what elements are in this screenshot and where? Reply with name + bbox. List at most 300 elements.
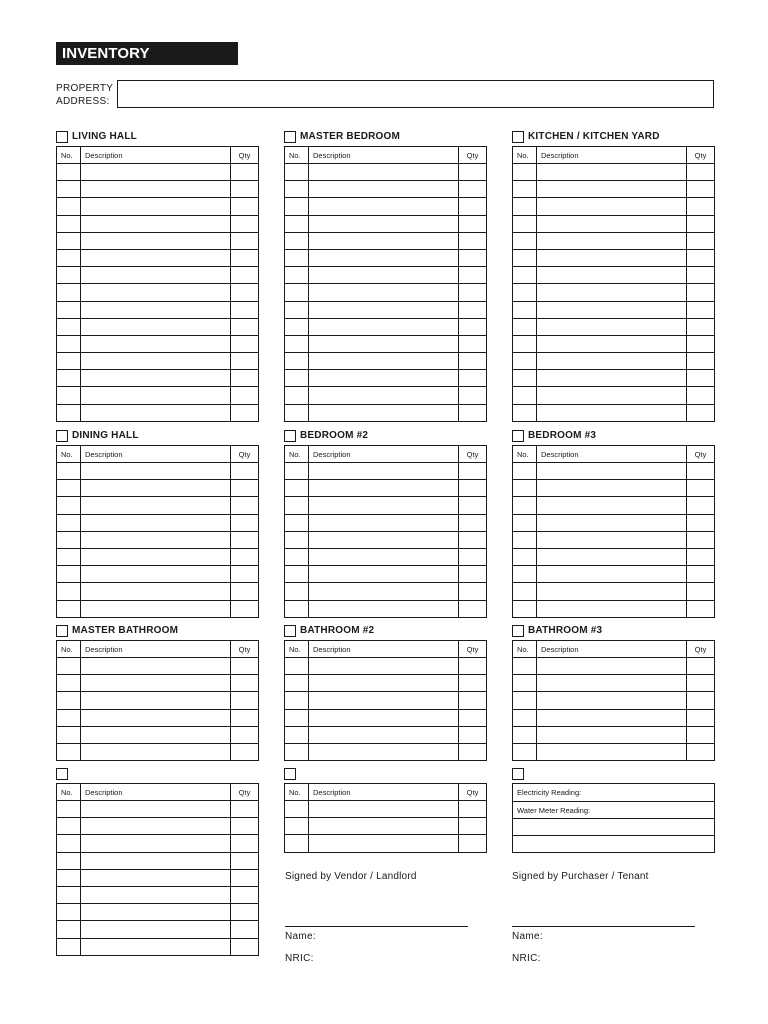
master-bedroom-checkbox[interactable]: [284, 131, 296, 143]
cell-description[interactable]: [309, 801, 459, 818]
cell-qty[interactable]: [459, 709, 487, 726]
cell-qty[interactable]: [687, 675, 715, 692]
cell-description[interactable]: [309, 198, 459, 215]
cell-no[interactable]: [57, 387, 81, 404]
cell-description[interactable]: [81, 164, 231, 181]
cell-description[interactable]: [537, 480, 687, 497]
cell-qty[interactable]: [231, 675, 259, 692]
cell-description[interactable]: [81, 675, 231, 692]
cell-no[interactable]: [285, 801, 309, 818]
cell-no[interactable]: [285, 463, 309, 480]
cell-description[interactable]: [537, 404, 687, 421]
cell-qty[interactable]: [459, 675, 487, 692]
cell-no[interactable]: [57, 164, 81, 181]
cell-qty[interactable]: [687, 709, 715, 726]
cell-qty[interactable]: [231, 198, 259, 215]
cell-qty[interactable]: [459, 600, 487, 617]
cell-qty[interactable]: [687, 335, 715, 352]
cell-no[interactable]: [57, 404, 81, 421]
cell-description[interactable]: [309, 835, 459, 852]
cell-qty[interactable]: [459, 215, 487, 232]
cell-description[interactable]: [81, 938, 231, 955]
cell-no[interactable]: [57, 267, 81, 284]
cell-description[interactable]: [309, 675, 459, 692]
cell-qty[interactable]: [459, 370, 487, 387]
cell-no[interactable]: [513, 692, 537, 709]
cell-no[interactable]: [285, 335, 309, 352]
cell-qty[interactable]: [231, 835, 259, 852]
cell-qty[interactable]: [231, 886, 259, 903]
cell-description[interactable]: [81, 198, 231, 215]
cell-qty[interactable]: [459, 267, 487, 284]
cell-description[interactable]: [309, 480, 459, 497]
extra-10-checkbox[interactable]: [284, 768, 296, 780]
cell-qty[interactable]: [231, 301, 259, 318]
cell-no[interactable]: [57, 198, 81, 215]
cell-no[interactable]: [513, 181, 537, 198]
cell-description[interactable]: [537, 548, 687, 565]
cell-description[interactable]: [81, 801, 231, 818]
cell-description[interactable]: [309, 404, 459, 421]
cell-no[interactable]: [57, 480, 81, 497]
cell-no[interactable]: [57, 583, 81, 600]
cell-no[interactable]: [513, 284, 537, 301]
cell-no[interactable]: [57, 232, 81, 249]
cell-qty[interactable]: [687, 497, 715, 514]
cell-qty[interactable]: [687, 514, 715, 531]
cell-no[interactable]: [57, 353, 81, 370]
cell-no[interactable]: [57, 249, 81, 266]
cell-no[interactable]: [285, 583, 309, 600]
cell-description[interactable]: [537, 600, 687, 617]
cell-description[interactable]: [309, 232, 459, 249]
cell-description[interactable]: [81, 181, 231, 198]
cell-no[interactable]: [285, 284, 309, 301]
cell-description[interactable]: [537, 463, 687, 480]
cell-qty[interactable]: [459, 801, 487, 818]
cell-no[interactable]: [513, 249, 537, 266]
cell-description[interactable]: [309, 370, 459, 387]
cell-no[interactable]: [285, 318, 309, 335]
cell-no[interactable]: [285, 743, 309, 760]
cell-description[interactable]: [81, 335, 231, 352]
cell-no[interactable]: [513, 531, 537, 548]
cell-description[interactable]: [309, 215, 459, 232]
dining-hall-checkbox[interactable]: [56, 430, 68, 442]
cell-no[interactable]: [57, 600, 81, 617]
cell-description[interactable]: [537, 267, 687, 284]
cell-qty[interactable]: [687, 387, 715, 404]
cell-description[interactable]: [309, 548, 459, 565]
cell-no[interactable]: [513, 301, 537, 318]
cell-description[interactable]: [309, 818, 459, 835]
cell-description[interactable]: [81, 301, 231, 318]
electricity-reading-field[interactable]: Electricity Reading:: [513, 784, 715, 802]
cell-description[interactable]: [309, 566, 459, 583]
cell-no[interactable]: [285, 726, 309, 743]
cell-no[interactable]: [513, 709, 537, 726]
extra-9-checkbox[interactable]: [56, 768, 68, 780]
cell-no[interactable]: [513, 335, 537, 352]
cell-qty[interactable]: [459, 198, 487, 215]
cell-no[interactable]: [285, 267, 309, 284]
cell-qty[interactable]: [459, 497, 487, 514]
cell-description[interactable]: [309, 726, 459, 743]
cell-no[interactable]: [513, 583, 537, 600]
cell-no[interactable]: [285, 353, 309, 370]
cell-qty[interactable]: [459, 463, 487, 480]
cell-qty[interactable]: [687, 566, 715, 583]
cell-no[interactable]: [57, 318, 81, 335]
cell-qty[interactable]: [231, 463, 259, 480]
cell-no[interactable]: [285, 514, 309, 531]
cell-qty[interactable]: [687, 692, 715, 709]
cell-description[interactable]: [537, 743, 687, 760]
cell-description[interactable]: [81, 869, 231, 886]
cell-no[interactable]: [57, 566, 81, 583]
cell-no[interactable]: [513, 353, 537, 370]
cell-description[interactable]: [309, 583, 459, 600]
cell-no[interactable]: [285, 480, 309, 497]
cell-no[interactable]: [57, 675, 81, 692]
cell-no[interactable]: [513, 480, 537, 497]
cell-no[interactable]: [513, 404, 537, 421]
cell-description[interactable]: [81, 743, 231, 760]
cell-qty[interactable]: [687, 318, 715, 335]
cell-description[interactable]: [537, 215, 687, 232]
cell-qty[interactable]: [459, 232, 487, 249]
property-address-field[interactable]: [117, 80, 714, 108]
cell-description[interactable]: [81, 267, 231, 284]
cell-description[interactable]: [309, 335, 459, 352]
cell-qty[interactable]: [231, 497, 259, 514]
cell-description[interactable]: [537, 583, 687, 600]
cell-qty[interactable]: [687, 181, 715, 198]
cell-qty[interactable]: [459, 743, 487, 760]
cell-no[interactable]: [285, 600, 309, 617]
cell-qty[interactable]: [459, 514, 487, 531]
cell-no[interactable]: [285, 301, 309, 318]
cell-qty[interactable]: [231, 921, 259, 938]
cell-no[interactable]: [57, 818, 81, 835]
cell-no[interactable]: [285, 370, 309, 387]
cell-description[interactable]: [81, 249, 231, 266]
cell-description[interactable]: [309, 658, 459, 675]
cell-qty[interactable]: [231, 267, 259, 284]
cell-qty[interactable]: [231, 600, 259, 617]
cell-no[interactable]: [285, 164, 309, 181]
cell-no[interactable]: [513, 387, 537, 404]
cell-no[interactable]: [57, 938, 81, 955]
cell-description[interactable]: [81, 658, 231, 675]
cell-qty[interactable]: [231, 801, 259, 818]
cell-qty[interactable]: [687, 404, 715, 421]
cell-description[interactable]: [537, 232, 687, 249]
cell-description[interactable]: [81, 215, 231, 232]
cell-no[interactable]: [513, 743, 537, 760]
cell-no[interactable]: [57, 835, 81, 852]
bedroom-2-checkbox[interactable]: [284, 430, 296, 442]
cell-qty[interactable]: [459, 480, 487, 497]
cell-qty[interactable]: [231, 284, 259, 301]
cell-description[interactable]: [81, 709, 231, 726]
cell-description[interactable]: [81, 904, 231, 921]
cell-qty[interactable]: [687, 164, 715, 181]
cell-no[interactable]: [285, 835, 309, 852]
cell-qty[interactable]: [231, 726, 259, 743]
kitchen-kitchen-yard-checkbox[interactable]: [512, 131, 524, 143]
cell-qty[interactable]: [459, 531, 487, 548]
cell-description[interactable]: [81, 387, 231, 404]
water-meter-reading-field[interactable]: Water Meter Reading:: [513, 802, 715, 819]
cell-qty[interactable]: [231, 869, 259, 886]
cell-no[interactable]: [57, 726, 81, 743]
cell-no[interactable]: [285, 181, 309, 198]
master-bathroom-checkbox[interactable]: [56, 625, 68, 637]
cell-qty[interactable]: [231, 818, 259, 835]
cell-qty[interactable]: [459, 284, 487, 301]
cell-qty[interactable]: [687, 353, 715, 370]
cell-description[interactable]: [81, 480, 231, 497]
cell-qty[interactable]: [459, 658, 487, 675]
cell-qty[interactable]: [687, 726, 715, 743]
cell-qty[interactable]: [231, 658, 259, 675]
cell-description[interactable]: [81, 566, 231, 583]
cell-no[interactable]: [57, 181, 81, 198]
cell-no[interactable]: [57, 869, 81, 886]
cell-description[interactable]: [309, 463, 459, 480]
cell-no[interactable]: [513, 497, 537, 514]
cell-qty[interactable]: [231, 566, 259, 583]
meter-blank-row[interactable]: [513, 819, 715, 836]
cell-no[interactable]: [57, 497, 81, 514]
cell-description[interactable]: [537, 497, 687, 514]
cell-description[interactable]: [537, 531, 687, 548]
cell-no[interactable]: [513, 215, 537, 232]
cell-qty[interactable]: [459, 249, 487, 266]
cell-qty[interactable]: [687, 600, 715, 617]
cell-qty[interactable]: [459, 318, 487, 335]
bathroom-3-checkbox[interactable]: [512, 625, 524, 637]
cell-qty[interactable]: [459, 818, 487, 835]
cell-no[interactable]: [513, 726, 537, 743]
cell-qty[interactable]: [459, 583, 487, 600]
cell-description[interactable]: [81, 852, 231, 869]
cell-description[interactable]: [81, 370, 231, 387]
cell-no[interactable]: [285, 198, 309, 215]
cell-no[interactable]: [57, 215, 81, 232]
cell-qty[interactable]: [231, 531, 259, 548]
cell-qty[interactable]: [231, 353, 259, 370]
cell-no[interactable]: [285, 692, 309, 709]
cell-qty[interactable]: [231, 548, 259, 565]
cell-description[interactable]: [309, 284, 459, 301]
cell-description[interactable]: [81, 531, 231, 548]
cell-no[interactable]: [57, 801, 81, 818]
cell-qty[interactable]: [687, 743, 715, 760]
cell-description[interactable]: [537, 514, 687, 531]
cell-description[interactable]: [309, 353, 459, 370]
cell-qty[interactable]: [687, 531, 715, 548]
cell-qty[interactable]: [687, 370, 715, 387]
cell-qty[interactable]: [459, 164, 487, 181]
cell-description[interactable]: [81, 463, 231, 480]
cell-qty[interactable]: [687, 480, 715, 497]
cell-qty[interactable]: [687, 215, 715, 232]
cell-description[interactable]: [81, 886, 231, 903]
cell-qty[interactable]: [231, 215, 259, 232]
cell-no[interactable]: [285, 497, 309, 514]
cell-qty[interactable]: [687, 198, 715, 215]
cell-qty[interactable]: [687, 249, 715, 266]
cell-no[interactable]: [57, 301, 81, 318]
cell-qty[interactable]: [687, 583, 715, 600]
cell-description[interactable]: [537, 181, 687, 198]
cell-description[interactable]: [81, 497, 231, 514]
cell-qty[interactable]: [459, 548, 487, 565]
cell-no[interactable]: [57, 921, 81, 938]
cell-qty[interactable]: [687, 301, 715, 318]
cell-description[interactable]: [81, 404, 231, 421]
cell-qty[interactable]: [231, 387, 259, 404]
cell-no[interactable]: [513, 318, 537, 335]
cell-description[interactable]: [309, 301, 459, 318]
cell-description[interactable]: [81, 548, 231, 565]
cell-qty[interactable]: [687, 284, 715, 301]
cell-no[interactable]: [285, 387, 309, 404]
cell-qty[interactable]: [459, 692, 487, 709]
cell-description[interactable]: [81, 726, 231, 743]
cell-qty[interactable]: [459, 566, 487, 583]
cell-qty[interactable]: [231, 709, 259, 726]
cell-description[interactable]: [309, 181, 459, 198]
cell-description[interactable]: [81, 514, 231, 531]
cell-no[interactable]: [285, 531, 309, 548]
cell-description[interactable]: [537, 353, 687, 370]
cell-no[interactable]: [57, 904, 81, 921]
cell-no[interactable]: [285, 658, 309, 675]
cell-no[interactable]: [285, 566, 309, 583]
cell-qty[interactable]: [687, 658, 715, 675]
cell-qty[interactable]: [231, 692, 259, 709]
cell-no[interactable]: [285, 675, 309, 692]
meter-section-checkbox[interactable]: [512, 768, 524, 780]
cell-qty[interactable]: [687, 267, 715, 284]
cell-qty[interactable]: [231, 318, 259, 335]
cell-no[interactable]: [57, 548, 81, 565]
cell-no[interactable]: [513, 267, 537, 284]
cell-qty[interactable]: [231, 335, 259, 352]
cell-description[interactable]: [537, 566, 687, 583]
cell-description[interactable]: [309, 497, 459, 514]
cell-qty[interactable]: [231, 249, 259, 266]
cell-description[interactable]: [537, 198, 687, 215]
cell-no[interactable]: [513, 370, 537, 387]
cell-description[interactable]: [537, 249, 687, 266]
cell-no[interactable]: [513, 164, 537, 181]
cell-qty[interactable]: [459, 387, 487, 404]
cell-qty[interactable]: [231, 514, 259, 531]
cell-description[interactable]: [537, 658, 687, 675]
cell-description[interactable]: [309, 600, 459, 617]
cell-no[interactable]: [513, 548, 537, 565]
cell-description[interactable]: [81, 318, 231, 335]
cell-no[interactable]: [513, 600, 537, 617]
bedroom-3-checkbox[interactable]: [512, 430, 524, 442]
cell-qty[interactable]: [459, 835, 487, 852]
cell-description[interactable]: [309, 709, 459, 726]
cell-qty[interactable]: [231, 181, 259, 198]
bathroom-2-checkbox[interactable]: [284, 625, 296, 637]
cell-no[interactable]: [57, 514, 81, 531]
cell-description[interactable]: [537, 692, 687, 709]
cell-description[interactable]: [537, 675, 687, 692]
cell-description[interactable]: [537, 318, 687, 335]
cell-no[interactable]: [513, 675, 537, 692]
cell-no[interactable]: [57, 852, 81, 869]
cell-no[interactable]: [285, 249, 309, 266]
cell-qty[interactable]: [231, 852, 259, 869]
cell-no[interactable]: [57, 743, 81, 760]
cell-description[interactable]: [537, 709, 687, 726]
cell-qty[interactable]: [231, 404, 259, 421]
cell-no[interactable]: [285, 215, 309, 232]
cell-qty[interactable]: [231, 583, 259, 600]
cell-qty[interactable]: [231, 480, 259, 497]
cell-description[interactable]: [309, 743, 459, 760]
cell-no[interactable]: [57, 692, 81, 709]
cell-no[interactable]: [513, 232, 537, 249]
cell-description[interactable]: [81, 921, 231, 938]
cell-description[interactable]: [309, 531, 459, 548]
cell-qty[interactable]: [687, 232, 715, 249]
cell-no[interactable]: [285, 232, 309, 249]
cell-qty[interactable]: [231, 904, 259, 921]
cell-no[interactable]: [57, 335, 81, 352]
cell-description[interactable]: [537, 301, 687, 318]
cell-qty[interactable]: [459, 726, 487, 743]
cell-description[interactable]: [537, 335, 687, 352]
cell-no[interactable]: [513, 198, 537, 215]
cell-no[interactable]: [57, 658, 81, 675]
cell-description[interactable]: [81, 353, 231, 370]
cell-description[interactable]: [309, 318, 459, 335]
cell-no[interactable]: [513, 566, 537, 583]
cell-no[interactable]: [513, 658, 537, 675]
cell-no[interactable]: [57, 886, 81, 903]
purchaser-signature-line[interactable]: [512, 926, 695, 927]
cell-description[interactable]: [537, 164, 687, 181]
cell-qty[interactable]: [231, 743, 259, 760]
cell-no[interactable]: [57, 463, 81, 480]
cell-no[interactable]: [57, 370, 81, 387]
cell-no[interactable]: [57, 531, 81, 548]
cell-description[interactable]: [537, 370, 687, 387]
cell-description[interactable]: [81, 835, 231, 852]
meter-blank-row[interactable]: [513, 836, 715, 853]
cell-qty[interactable]: [459, 353, 487, 370]
cell-description[interactable]: [309, 692, 459, 709]
cell-qty[interactable]: [459, 301, 487, 318]
cell-description[interactable]: [309, 249, 459, 266]
cell-no[interactable]: [285, 709, 309, 726]
cell-no[interactable]: [57, 284, 81, 301]
living-hall-checkbox[interactable]: [56, 131, 68, 143]
cell-qty[interactable]: [231, 370, 259, 387]
cell-description[interactable]: [309, 164, 459, 181]
cell-description[interactable]: [309, 514, 459, 531]
cell-qty[interactable]: [231, 938, 259, 955]
